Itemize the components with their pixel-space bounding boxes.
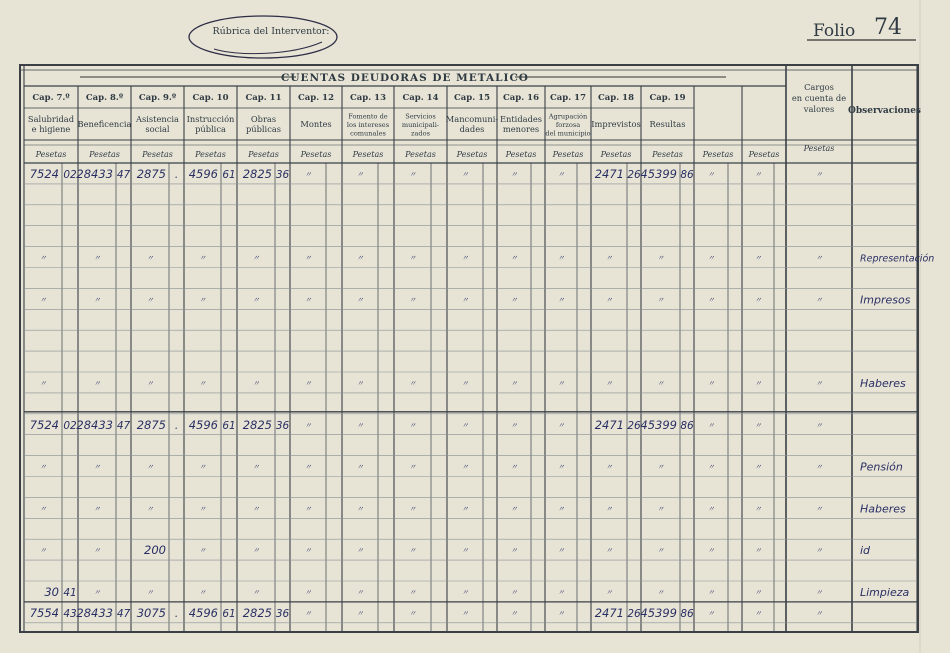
amount-cents: 26	[627, 419, 641, 432]
amount-cents: 86	[680, 419, 694, 432]
ditto-mark: 〃	[510, 379, 518, 388]
ditto-mark: 〃	[656, 546, 665, 556]
ditto-mark: 〃	[356, 608, 364, 618]
column-cap-label: Cap. 7.º	[32, 93, 70, 103]
ditto-mark: 〃	[304, 588, 312, 597]
column-cap-label: Cap. 16	[503, 93, 539, 103]
column-name-label: Agrupación	[548, 112, 588, 121]
column-unit-label: Pesetas	[552, 150, 584, 159]
column-name-label: dades	[459, 123, 485, 134]
column-unit-label: Pesetas	[352, 150, 384, 159]
ditto-mark: 〃	[146, 504, 154, 514]
ditto-mark: 〃	[557, 170, 565, 179]
ditto-mark: 〃	[304, 379, 312, 388]
column-cap-label: Cap. 17	[550, 93, 586, 103]
ditto-mark: 〃	[39, 462, 47, 472]
ditto-mark: 〃	[304, 420, 312, 430]
ditto-mark: 〃	[356, 462, 364, 472]
column-unit-label: Pesetas	[195, 150, 226, 159]
ditto-mark: 〃	[39, 379, 47, 388]
column-name-label: Mancomuni-	[445, 114, 499, 125]
column-name-label: zados	[411, 129, 430, 138]
ditto-mark: 〃	[461, 504, 469, 514]
column-unit-label: Pesetas	[456, 150, 488, 159]
amount-cents: 47	[116, 607, 131, 620]
ditto-mark: 〃	[198, 504, 207, 514]
column-unit-label: Pesetas	[405, 150, 436, 159]
ditto-mark: 〃	[707, 588, 715, 597]
observation-entry: Limpieza	[860, 586, 910, 599]
amount-pesetas: 7524	[29, 167, 59, 181]
column-cap-label: Cap. 14	[402, 93, 439, 103]
column-name-label: del municipio	[545, 129, 591, 138]
column-name-label: e higiene	[31, 123, 71, 134]
folio-number: 74	[874, 15, 902, 40]
ditto-mark: 〃	[461, 379, 469, 388]
column-name-label: Salubridad	[27, 114, 75, 125]
ditto-mark: 〃	[304, 608, 312, 618]
column-cap-label: Cap. 8.º	[85, 93, 124, 103]
observation-entry: Haberes	[860, 377, 906, 390]
ditto-mark: 〃	[93, 588, 101, 597]
ditto-mark: 〃	[754, 504, 762, 514]
ditto-mark: 〃	[304, 253, 312, 263]
amount-pesetas: 4596	[188, 167, 218, 181]
column-name-label: Beneficencia	[77, 119, 132, 129]
ditto-mark: 〃	[815, 253, 823, 263]
ditto-mark: 〃	[754, 608, 762, 618]
observation-entry: Pensión	[860, 460, 903, 474]
ditto-mark: 〃	[408, 608, 417, 618]
amount-cents: .	[174, 419, 179, 432]
ditto-mark: 〃	[304, 462, 312, 472]
amount-cents: 61	[222, 169, 236, 181]
ditto-mark: 〃	[510, 170, 518, 179]
ditto-mark: 〃	[252, 504, 260, 514]
amount-cents: .	[174, 169, 179, 181]
ditto-mark: 〃	[198, 295, 207, 305]
ditto-mark: 〃	[146, 462, 154, 472]
column-cap-label: Cap. 10	[192, 93, 229, 103]
ditto-mark: 〃	[707, 253, 715, 263]
ditto-mark: 〃	[408, 170, 417, 179]
ditto-mark: 〃	[815, 462, 823, 472]
column-name-label: Resultas	[649, 119, 686, 129]
column-name-label: los intereses	[346, 121, 390, 129]
amount-pesetas: 2471	[594, 417, 624, 432]
ditto-mark: 〃	[356, 420, 364, 430]
ditto-mark: 〃	[510, 295, 518, 305]
ditto-mark: 〃	[39, 253, 47, 263]
ditto-mark: 〃	[356, 170, 364, 179]
amount-pesetas: 4596	[188, 417, 218, 432]
ditto-mark: 〃	[146, 253, 154, 263]
observation-entry: Impresos	[860, 293, 911, 307]
ditto-mark: 〃	[754, 170, 762, 179]
ditto-mark: 〃	[557, 420, 565, 430]
amount-pesetas: 45399	[640, 605, 677, 620]
column-name-label: Fomento de	[348, 112, 388, 121]
amount-pesetas: 2875	[136, 167, 166, 181]
ditto-mark: 〃	[356, 546, 364, 556]
section-title: CUENTAS DEUDORAS DE METALICO	[281, 72, 529, 84]
ditto-mark: 〃	[815, 170, 823, 179]
ditto-mark: 〃	[815, 504, 823, 514]
ditto-mark: 〃	[656, 379, 665, 388]
ditto-mark: 〃	[510, 546, 518, 556]
column-name-label: Montes	[300, 119, 332, 129]
stamp-label: Rúbrica del Interventor:	[212, 26, 330, 37]
ditto-mark: 〃	[304, 546, 312, 556]
ditto-mark: 〃	[605, 504, 613, 514]
column-name-label: Obras	[250, 114, 277, 125]
ditto-mark: 〃	[146, 379, 154, 388]
ditto-mark: 〃	[605, 462, 613, 472]
amount-cents: 26	[627, 607, 641, 620]
ditto-mark: 〃	[510, 588, 518, 597]
amount-cents: 61	[222, 607, 236, 620]
ditto-mark: 〃	[605, 253, 613, 263]
amount-pesetas: 45399	[640, 167, 677, 181]
folio-label: Folio	[813, 21, 856, 41]
column-unit-label: Pesetas	[748, 150, 780, 159]
ditto-mark: 〃	[93, 253, 101, 263]
ditto-mark: 〃	[93, 546, 101, 556]
ditto-mark: 〃	[356, 253, 364, 263]
amount-pesetas: 4596	[188, 605, 218, 620]
amount-cents: 43	[63, 607, 77, 620]
ditto-mark: 〃	[408, 546, 417, 556]
ditto-mark: 〃	[252, 462, 260, 472]
column-cap-label: Cap. 19	[649, 93, 686, 103]
cargos-header-label: en cuenta de	[791, 93, 847, 103]
ditto-mark: 〃	[93, 379, 101, 388]
ditto-mark: 〃	[356, 295, 364, 305]
amount-cents: .	[174, 607, 179, 620]
ditto-mark: 〃	[707, 546, 715, 556]
ditto-mark: 〃	[557, 588, 565, 597]
amount-cents: 61	[222, 419, 236, 432]
cargos-header-label: Cargos	[804, 82, 834, 92]
ditto-mark: 〃	[557, 504, 565, 514]
ditto-mark: 〃	[605, 588, 613, 597]
extra-amount: 30	[44, 585, 59, 599]
column-cap-label: Cap. 18	[598, 93, 634, 103]
amount-pesetas: 2471	[594, 167, 624, 181]
ditto-mark: 〃	[754, 253, 762, 263]
column-name-label: Instrucción	[186, 114, 235, 125]
ditto-mark: 〃	[461, 462, 469, 472]
ditto-mark: 〃	[252, 295, 260, 305]
column-name-label: Entidades	[499, 114, 543, 125]
amount-pesetas: 2825	[242, 417, 272, 432]
ditto-mark: 〃	[510, 608, 518, 618]
ditto-mark: 〃	[39, 504, 47, 514]
ditto-mark: 〃	[754, 379, 762, 388]
ditto-mark: 〃	[605, 546, 613, 556]
ditto-mark: 〃	[707, 462, 715, 472]
ditto-mark: 〃	[461, 546, 469, 556]
column-cap-label: Cap. 12	[298, 93, 334, 103]
column-unit-label: Pesetas	[702, 150, 734, 159]
ditto-mark: 〃	[304, 170, 312, 179]
ditto-mark: 〃	[408, 420, 417, 430]
extra-amount: 200	[144, 543, 166, 558]
amount-cents: 36	[275, 419, 290, 432]
ditto-mark: 〃	[605, 295, 613, 305]
ditto-mark: 〃	[707, 170, 715, 179]
ditto-mark: 〃	[93, 295, 101, 305]
column-name-label: pública	[195, 123, 226, 134]
ditto-mark: 〃	[815, 379, 823, 388]
ditto-mark: 〃	[656, 588, 665, 597]
amount-pesetas: 3075	[136, 605, 166, 620]
ditto-mark: 〃	[754, 462, 762, 472]
ditto-mark: 〃	[93, 462, 101, 472]
ditto-mark: 〃	[252, 546, 260, 556]
ditto-mark: 〃	[408, 504, 417, 514]
column-cap-label: Cap. 13	[350, 93, 386, 103]
ditto-mark: 〃	[198, 588, 207, 597]
column-name-label: municipali-	[401, 121, 440, 129]
ditto-mark: 〃	[408, 462, 417, 472]
ditto-mark: 〃	[510, 253, 518, 263]
amount-cents: 86	[680, 169, 694, 181]
ditto-mark: 〃	[198, 462, 207, 472]
ditto-mark: 〃	[408, 295, 417, 305]
ditto-mark: 〃	[815, 608, 823, 618]
column-unit-label: Pesetas	[142, 150, 173, 159]
ditto-mark: 〃	[198, 379, 207, 388]
ditto-mark: 〃	[93, 504, 101, 514]
column-name-label: públicas	[245, 123, 282, 134]
ditto-mark: 〃	[707, 295, 715, 305]
amount-pesetas: 2825	[242, 167, 272, 181]
column-unit-label: Pesetas	[35, 150, 67, 159]
ditto-mark: 〃	[754, 546, 762, 556]
column-unit-label: Pesetas	[89, 150, 120, 159]
amount-cents: 02	[63, 419, 77, 432]
ditto-mark: 〃	[510, 504, 518, 514]
ditto-mark: 〃	[146, 588, 154, 597]
ditto-mark: 〃	[656, 253, 665, 263]
observation-entry: id	[860, 544, 871, 558]
ditto-mark: 〃	[557, 608, 565, 618]
column-cap-label: Cap. 15	[454, 93, 490, 103]
ditto-mark: 〃	[252, 253, 260, 263]
ditto-mark: 〃	[252, 588, 260, 597]
ditto-mark: 〃	[754, 420, 762, 430]
ditto-mark: 〃	[356, 504, 364, 514]
cargos-unit-label: Pesetas	[803, 144, 835, 153]
ditto-mark: 〃	[815, 420, 823, 430]
observation-entry: Haberes	[860, 502, 906, 516]
amount-cents: 47	[116, 169, 131, 181]
amount-pesetas: 28433	[76, 167, 113, 181]
ditto-mark: 〃	[356, 588, 364, 597]
column-unit-label: Pesetas	[248, 150, 279, 159]
ditto-mark: 〃	[408, 379, 417, 388]
ditto-mark: 〃	[656, 504, 665, 514]
ditto-mark: 〃	[304, 504, 312, 514]
amount-pesetas: 28433	[76, 417, 113, 432]
ditto-mark: 〃	[557, 462, 565, 472]
ditto-mark: 〃	[252, 379, 260, 388]
amount-pesetas: 2471	[594, 605, 624, 620]
column-name-label: social	[145, 123, 170, 134]
column-unit-label: Pesetas	[300, 150, 332, 159]
amount-cents: 86	[680, 607, 694, 620]
ditto-mark: 〃	[146, 295, 154, 305]
ditto-mark: 〃	[356, 379, 364, 388]
observaciones-header: Observaciones	[848, 106, 921, 116]
extra-amount-cents: 41	[63, 587, 77, 599]
ditto-mark: 〃	[510, 420, 518, 430]
amount-cents: 02	[63, 169, 77, 181]
column-name-label: Asistencia	[136, 114, 179, 125]
ditto-mark: 〃	[557, 546, 565, 556]
column-cap-label: Cap. 9.º	[138, 93, 177, 103]
ditto-mark: 〃	[39, 295, 47, 305]
ditto-mark: 〃	[707, 608, 715, 618]
ditto-mark: 〃	[304, 295, 312, 305]
amount-pesetas: 28433	[76, 605, 113, 620]
ditto-mark: 〃	[461, 253, 469, 263]
ditto-mark: 〃	[461, 588, 469, 597]
ditto-mark: 〃	[707, 504, 715, 514]
ditto-mark: 〃	[754, 295, 762, 305]
column-cap-label: Cap. 11	[245, 93, 282, 103]
amount-pesetas: 2825	[242, 605, 272, 620]
amount-pesetas: 7554	[29, 605, 59, 620]
ditto-mark: 〃	[815, 588, 823, 597]
ditto-mark: 〃	[707, 379, 715, 388]
observation-entry: Representación	[860, 253, 935, 265]
column-name-label: Imprevistos	[591, 119, 641, 129]
ditto-mark: 〃	[815, 546, 823, 556]
amount-pesetas: 2875	[136, 417, 166, 432]
ditto-mark: 〃	[815, 295, 823, 305]
column-name-label: forzosa	[555, 121, 581, 129]
column-name-label: Servicios	[405, 112, 436, 121]
ditto-mark: 〃	[461, 295, 469, 305]
column-name-label: menores	[502, 123, 540, 134]
ditto-mark: 〃	[605, 379, 613, 388]
ditto-mark: 〃	[656, 295, 665, 305]
amount-cents: 36	[275, 607, 290, 620]
ditto-mark: 〃	[557, 379, 565, 388]
ditto-mark: 〃	[754, 588, 762, 597]
amount-cents: 47	[116, 419, 131, 432]
ditto-mark: 〃	[39, 546, 47, 556]
ditto-mark: 〃	[510, 462, 518, 472]
ditto-mark: 〃	[198, 546, 207, 556]
amount-pesetas: 7524	[29, 417, 59, 432]
ditto-mark: 〃	[198, 253, 207, 263]
ditto-mark: 〃	[408, 588, 417, 597]
amount-cents: 26	[627, 169, 641, 181]
ditto-mark: 〃	[461, 170, 469, 179]
cargos-header-label: valores	[803, 104, 835, 114]
ditto-mark: 〃	[557, 295, 565, 305]
ditto-mark: 〃	[707, 420, 715, 430]
ditto-mark: 〃	[408, 253, 417, 263]
amount-pesetas: 45399	[640, 417, 677, 432]
column-name-label: comunales	[350, 129, 386, 138]
ditto-mark: 〃	[461, 420, 469, 430]
column-unit-label: Pesetas	[600, 150, 632, 159]
ditto-mark: 〃	[656, 462, 665, 472]
ditto-mark: 〃	[461, 608, 469, 618]
column-unit-label: Pesetas	[505, 150, 537, 159]
amount-cents: 36	[275, 169, 290, 181]
column-unit-label: Pesetas	[652, 150, 683, 159]
ditto-mark: 〃	[557, 253, 565, 263]
